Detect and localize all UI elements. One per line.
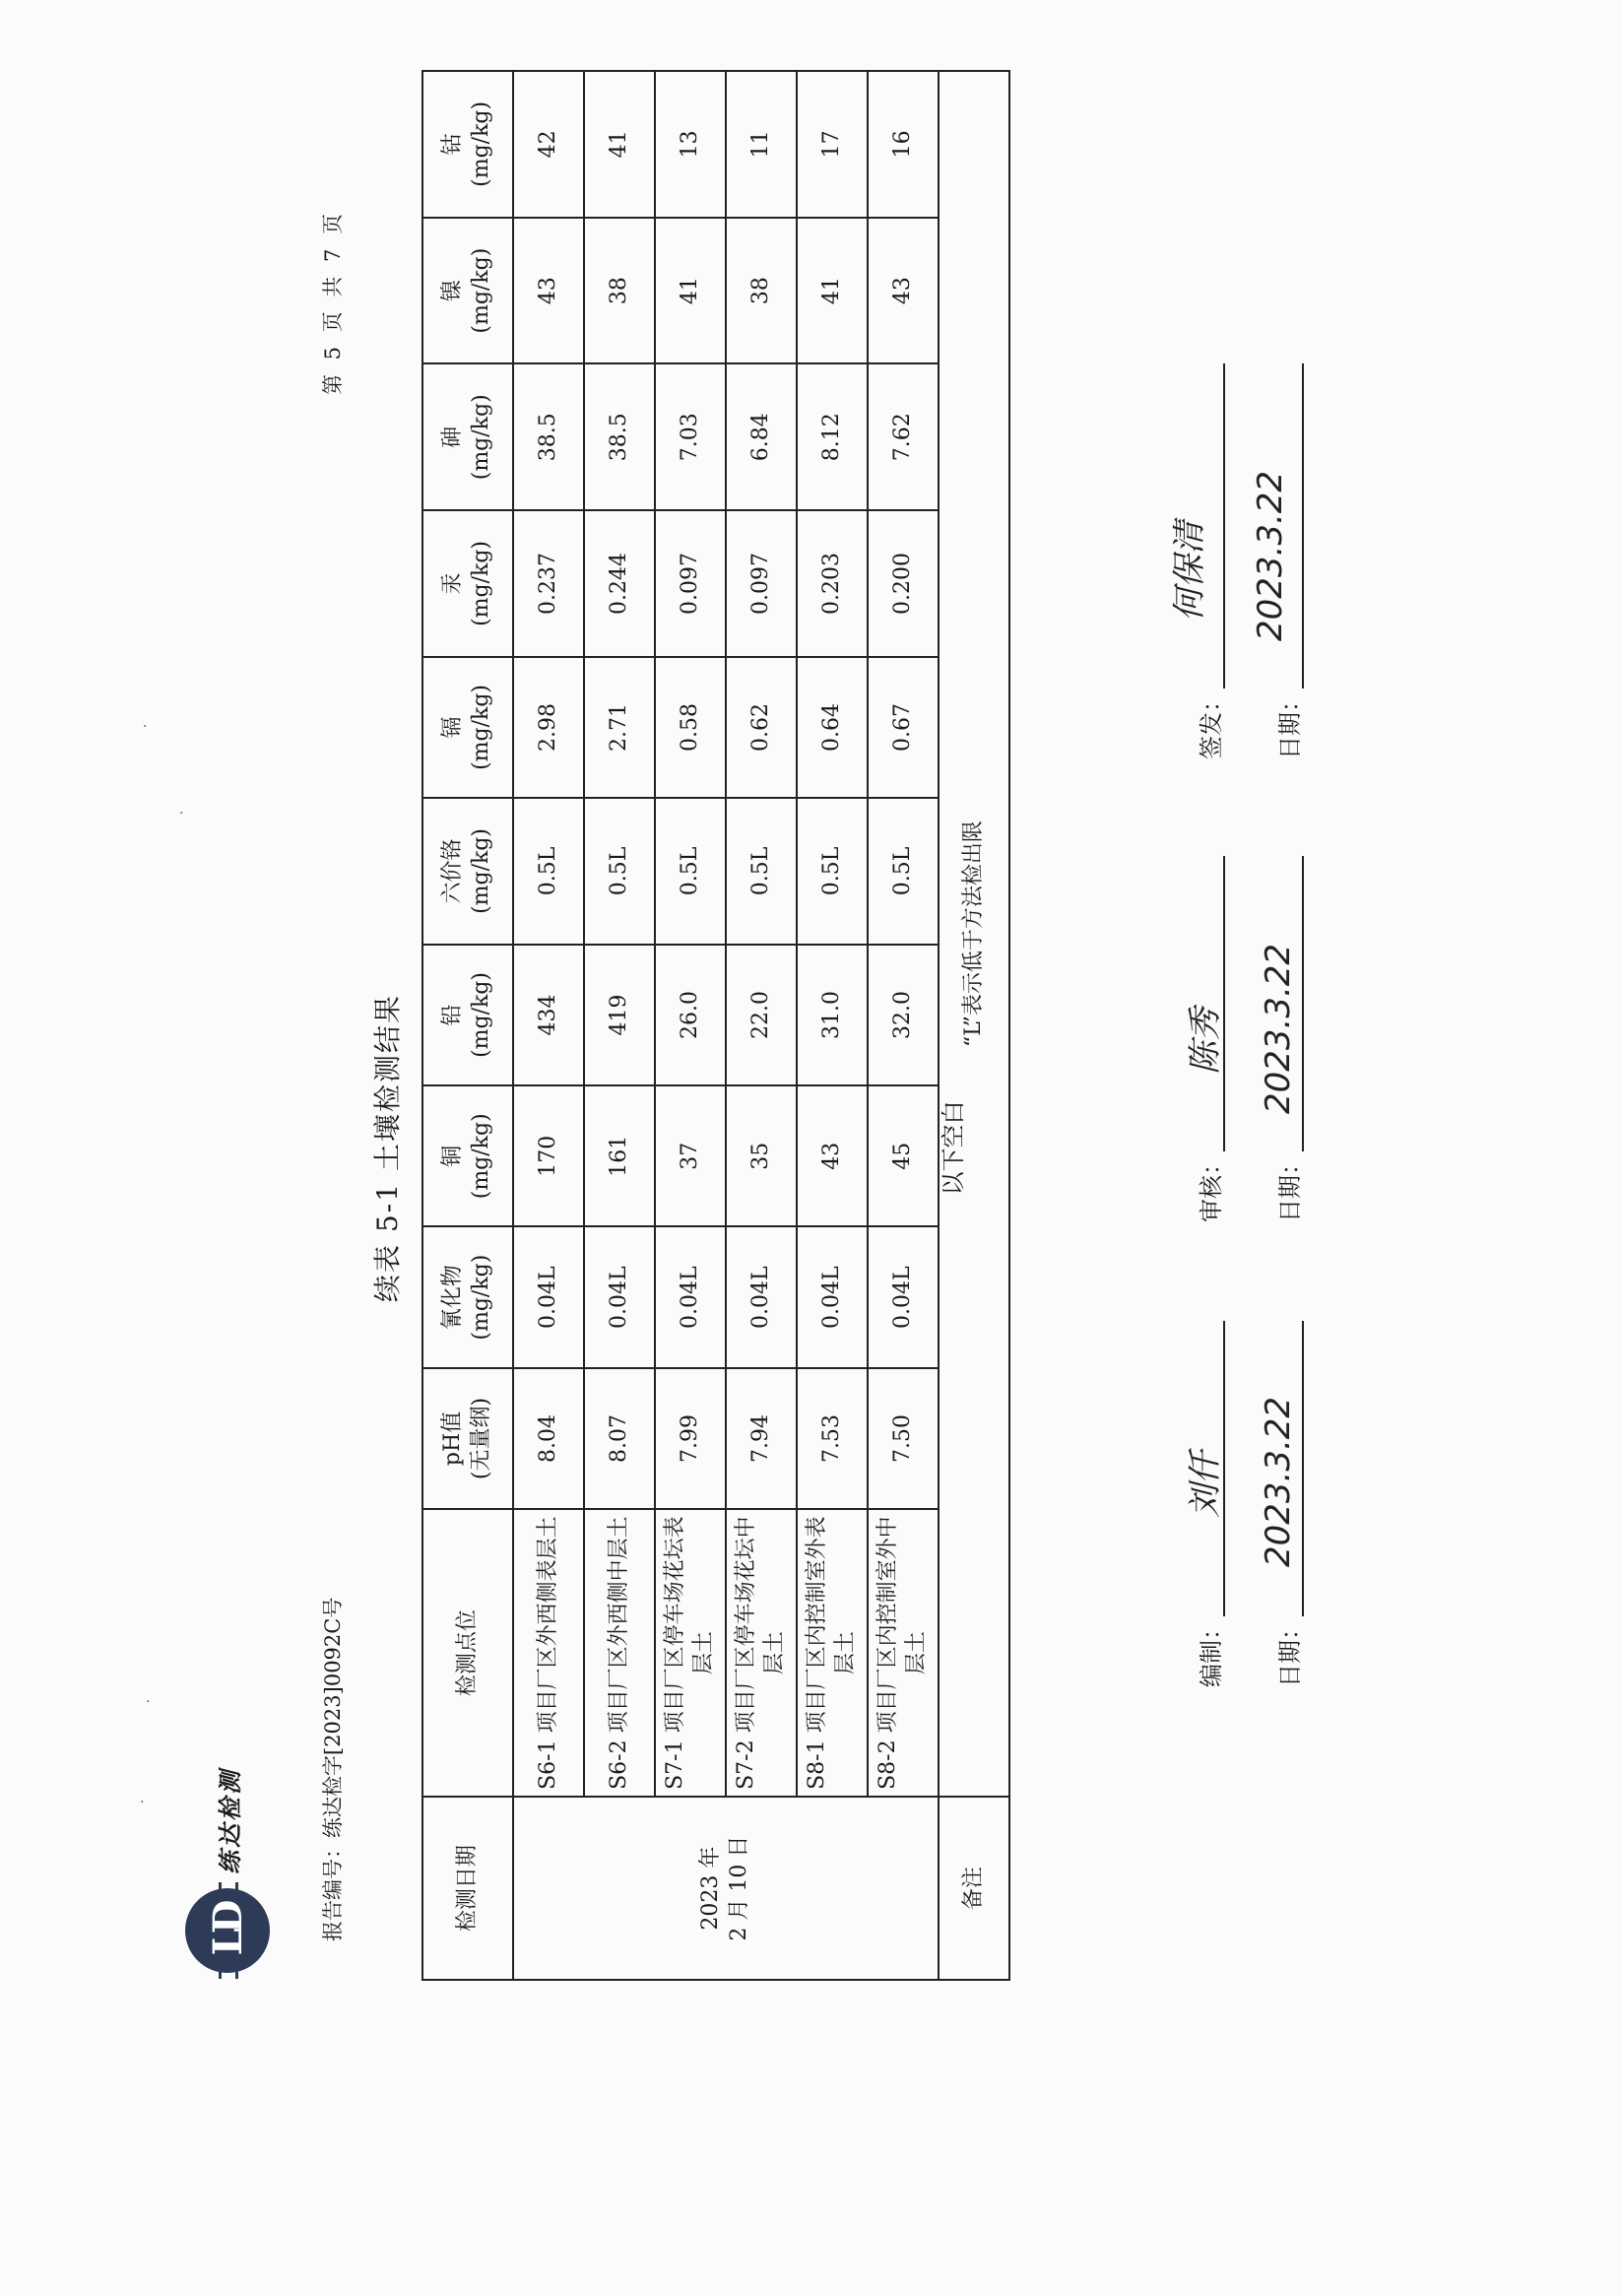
cell-cobalt: 41 (584, 71, 655, 218)
cell-cadmium: 0.67 (868, 657, 939, 798)
cell-cyanide: 0.04L (726, 1226, 797, 1367)
cell-lead: 31.0 (797, 945, 868, 1085)
cell-lead: 22.0 (726, 945, 797, 1085)
report-number: 报告编号：练达检字[2023]0092C号 (321, 1597, 345, 1941)
cell-point: S6-2 项目厂区外西侧中层土 (584, 1509, 655, 1797)
cell-chromium6: 0.5L (655, 798, 726, 945)
cell-point: S7-1 项目厂区停车场花坛表层土 (655, 1509, 726, 1797)
cell-cadmium: 2.98 (513, 657, 584, 798)
approved-date: 2023.3.22 (1251, 470, 1290, 641)
cell-arsenic: 7.62 (868, 363, 939, 510)
remark-text: “L”表示低于方法检出限 (939, 71, 1009, 1797)
prepared-date-label: 日期： (1276, 1616, 1304, 1687)
company-brand: 练达检测 (215, 1768, 244, 1874)
cell-lead: 419 (584, 945, 655, 1085)
page-number: 第 5 页 共 7 页 (321, 209, 345, 395)
reviewed-date-line (1302, 856, 1304, 1151)
cell-mercury: 0.244 (584, 510, 655, 657)
cell-cadmium: 2.71 (584, 657, 655, 798)
cell-ph: 7.94 (726, 1368, 797, 1509)
table-row (868, 71, 939, 1980)
cell-copper: 45 (868, 1085, 939, 1226)
cell-nickel: 38 (584, 218, 655, 364)
company-header (185, 1768, 270, 1973)
cell-cyanide: 0.04L (797, 1226, 868, 1367)
cell-chromium6: 0.5L (726, 798, 797, 945)
cell-nickel: 41 (655, 218, 726, 364)
cell-cadmium: 0.58 (655, 657, 726, 798)
cell-ph: 8.07 (584, 1368, 655, 1509)
cell-ph: 7.50 (868, 1368, 939, 1509)
scan-speck: · (179, 806, 184, 821)
cell-chromium6: 0.5L (513, 798, 584, 945)
header-mercury: 汞 (mg/kg) (422, 510, 513, 657)
scan-speck: · (143, 719, 148, 735)
reviewed-date: 2023.3.22 (1259, 943, 1298, 1114)
header-point: 检测点位 (422, 1509, 513, 1797)
cell-cyanide: 0.04L (584, 1226, 655, 1367)
approved-line (1223, 363, 1225, 689)
cell-chromium6: 0.5L (797, 798, 868, 945)
cell-ph: 7.99 (655, 1368, 726, 1509)
approved-label: 签发： (1198, 689, 1225, 759)
cell-cobalt: 13 (655, 71, 726, 218)
cell-point: S7-2 项目厂区停车场花坛中层土 (726, 1509, 797, 1797)
cell-cobalt: 42 (513, 71, 584, 218)
header-cobalt: 钴 (mg/kg) (422, 71, 513, 218)
cell-mercury: 0.097 (655, 510, 726, 657)
sampling-date: 2023 年 2 月 10 日 (513, 1797, 939, 1980)
cell-arsenic: 8.12 (797, 363, 868, 510)
table-row (513, 71, 584, 1980)
reviewed-signature: 陈秀 (1186, 1008, 1225, 1075)
cell-mercury: 0.097 (726, 510, 797, 657)
cell-chromium6: 0.5L (584, 798, 655, 945)
prepared-date-line (1302, 1321, 1304, 1616)
approved-date-line (1302, 363, 1304, 689)
cell-point: S8-2 项目厂区内控制室外中层土 (868, 1509, 939, 1797)
header-chromium6: 六价铬 (mg/kg) (422, 798, 513, 945)
cell-lead: 434 (513, 945, 584, 1085)
cell-mercury: 0.237 (513, 510, 584, 657)
table-row (655, 71, 726, 1980)
cell-cyanide: 0.04L (868, 1226, 939, 1367)
prepared-label: 编制： (1198, 1616, 1225, 1687)
company-logo (185, 1888, 270, 1973)
cell-nickel: 41 (797, 218, 868, 364)
header-lead: 铅 (mg/kg) (422, 945, 513, 1085)
header-ph: pH值 (无量纲) (422, 1368, 513, 1509)
cell-cadmium: 0.64 (797, 657, 868, 798)
cell-arsenic: 7.03 (655, 363, 726, 510)
cell-copper: 37 (655, 1085, 726, 1226)
cell-copper: 161 (584, 1085, 655, 1226)
header-date: 检测日期 (422, 1797, 513, 1980)
cell-copper: 43 (797, 1085, 868, 1226)
cell-ph: 8.04 (513, 1368, 584, 1509)
cell-chromium6: 0.5L (868, 798, 939, 945)
cell-arsenic: 6.84 (726, 363, 797, 510)
table-row (797, 71, 868, 1980)
cell-nickel: 43 (513, 218, 584, 364)
cell-cobalt: 11 (726, 71, 797, 218)
reviewed-date-label: 日期： (1276, 1151, 1304, 1222)
header-copper: 铜 (mg/kg) (422, 1085, 513, 1226)
cell-lead: 26.0 (655, 945, 726, 1085)
header-cadmium: 镉 (mg/kg) (422, 657, 513, 798)
cell-mercury: 0.200 (868, 510, 939, 657)
table-row (584, 71, 655, 1980)
cell-cobalt: 17 (797, 71, 868, 218)
prepared-date: 2023.3.22 (1259, 1396, 1298, 1567)
cell-copper: 35 (726, 1085, 797, 1226)
table-header-row (422, 71, 513, 1980)
reviewed-label: 审核： (1198, 1151, 1225, 1222)
cell-arsenic: 38.5 (513, 363, 584, 510)
table-row (726, 71, 797, 1980)
cell-cyanide: 0.04L (513, 1226, 584, 1367)
cell-lead: 32.0 (868, 945, 939, 1085)
approved-date-label: 日期： (1276, 689, 1304, 759)
cell-point: S8-1 项目厂区内控制室外表层土 (797, 1509, 868, 1797)
cell-cobalt: 16 (868, 71, 939, 218)
blank-note: 以下空白 (940, 1100, 967, 1196)
scan-speck: · (140, 1795, 145, 1810)
soil-results-table (421, 70, 1010, 1981)
cell-ph: 7.53 (797, 1368, 868, 1509)
cell-nickel: 43 (868, 218, 939, 364)
cell-point: S6-1 项目厂区外西侧表层土 (513, 1509, 584, 1797)
remark-label: 备注 (939, 1797, 1009, 1980)
table-title: 续表 5-1 土壤检测结果 (371, 994, 404, 1302)
cell-mercury: 0.203 (797, 510, 868, 657)
header-arsenic: 砷 (mg/kg) (422, 363, 513, 510)
cell-arsenic: 38.5 (584, 363, 655, 510)
reviewed-line (1223, 856, 1225, 1151)
header-nickel: 镍 (mg/kg) (422, 218, 513, 364)
header-cyanide: 氰化物 (mg/kg) (422, 1226, 513, 1367)
logo-text: LD (204, 1905, 251, 1956)
cell-nickel: 38 (726, 218, 797, 364)
approved-signature: 何保清 (1170, 521, 1209, 622)
cell-cadmium: 0.62 (726, 657, 797, 798)
cell-cyanide: 0.04L (655, 1226, 726, 1367)
cell-copper: 170 (513, 1085, 584, 1226)
prepared-signature: 刘仟 (1186, 1451, 1225, 1518)
scan-speck: · (146, 1694, 151, 1710)
